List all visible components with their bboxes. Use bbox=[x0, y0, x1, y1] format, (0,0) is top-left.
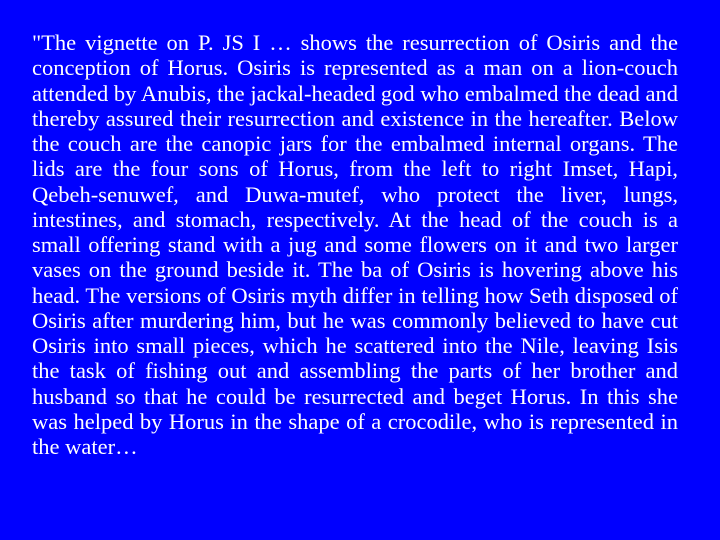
body-paragraph: "The vignette on P. JS I … shows the resurrection of Osiris and the conception of Horus. Osiris is represented as a man on a lion-couch attended by Anubis, the jackal-headed god who embalmed the dead and thereby assured their resurrection and existence in the hereafter. Below the couch are the canopic jars for the embalmed internal organs. The lids are the four sons of Horus, from the left to right Imset, Hapi, Qebeh-senuwef, and Duwa-mutef, who protect the liver, lungs, intestines, and stomach, respectively. At the head of the couch is a small offering stand with a jug and some flowers on it and two larger vases on the ground beside it. The ba of Osiris is hovering above his head. The versions of Osiris myth differ in telling how Seth disposed of Osiris after murdering him, but he was commonly believed to have cut Osiris into small pieces, which he scattered into the Nile, leaving Isis the task of fishing out and assembling the parts of her brother and husband so that he could be resurrected and beget Horus. In this she was helped by Horus in the shape of a crocodile, who is represented in the water… bbox=[32, 30, 678, 459]
